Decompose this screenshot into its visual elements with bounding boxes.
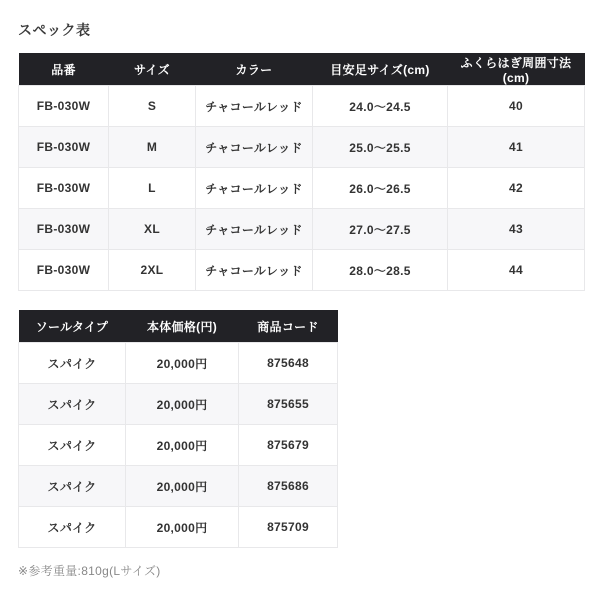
cell-model: FB-030W	[19, 168, 109, 209]
spec-col-header-size: サイズ	[109, 53, 196, 86]
price-col-header-product-code: 商品コード	[239, 310, 338, 343]
spec-col-header-model: 品番	[19, 53, 109, 86]
cell-sole-type: スパイク	[19, 384, 126, 425]
cell-color: チャコールレッド	[196, 127, 313, 168]
spec-table-header-row	[19, 53, 585, 86]
spec-table	[18, 53, 585, 291]
price-table	[18, 310, 338, 548]
spec-col-header-color: カラー	[196, 53, 313, 86]
cell-calf-size: 44	[448, 250, 585, 291]
cell-size: S	[109, 86, 196, 127]
spec-table-row	[19, 209, 585, 250]
cell-foot-size: 28.0〜28.5	[313, 250, 448, 291]
cell-price: 20,000円	[126, 466, 239, 507]
cell-sole-type: スパイク	[19, 466, 126, 507]
spec-col-header-calf-size: ふくらはぎ周囲寸法(cm)	[448, 53, 585, 86]
cell-size: L	[109, 168, 196, 209]
cell-model: FB-030W	[19, 209, 109, 250]
cell-price: 20,000円	[126, 507, 239, 548]
cell-model: FB-030W	[19, 127, 109, 168]
cell-product-code: 875679	[239, 425, 338, 466]
cell-calf-size: 43	[448, 209, 585, 250]
cell-foot-size: 26.0〜26.5	[313, 168, 448, 209]
cell-size: XL	[109, 209, 196, 250]
cell-foot-size: 24.0〜24.5	[313, 86, 448, 127]
reference-weight-note: ※参考重量:810g(Lサイズ)	[18, 564, 161, 578]
price-table-row	[19, 343, 338, 384]
price-table-row	[19, 425, 338, 466]
cell-price: 20,000円	[126, 384, 239, 425]
cell-color: チャコールレッド	[196, 209, 313, 250]
cell-foot-size: 25.0〜25.5	[313, 127, 448, 168]
price-table-row	[19, 507, 338, 548]
cell-sole-type: スパイク	[19, 507, 126, 548]
cell-calf-size: 40	[448, 86, 585, 127]
cell-product-code: 875686	[239, 466, 338, 507]
cell-price: 20,000円	[126, 343, 239, 384]
cell-product-code: 875655	[239, 384, 338, 425]
cell-calf-size: 41	[448, 127, 585, 168]
cell-model: FB-030W	[19, 86, 109, 127]
spec-table-row	[19, 86, 585, 127]
price-table-row	[19, 466, 338, 507]
price-table-row	[19, 384, 338, 425]
cell-color: チャコールレッド	[196, 168, 313, 209]
cell-product-code: 875648	[239, 343, 338, 384]
spec-table-row	[19, 168, 585, 209]
cell-sole-type: スパイク	[19, 425, 126, 466]
cell-size: M	[109, 127, 196, 168]
cell-price: 20,000円	[126, 425, 239, 466]
cell-model: FB-030W	[19, 250, 109, 291]
cell-color: チャコールレッド	[196, 86, 313, 127]
price-col-header-price: 本体価格(円)	[126, 310, 239, 343]
price-table-header-row	[19, 310, 338, 343]
page-title: スペック表	[18, 22, 91, 38]
spec-table-row	[19, 250, 585, 291]
cell-size: 2XL	[109, 250, 196, 291]
cell-sole-type: スパイク	[19, 343, 126, 384]
cell-calf-size: 42	[448, 168, 585, 209]
spec-table-row	[19, 127, 585, 168]
price-col-header-sole-type: ソールタイプ	[19, 310, 126, 343]
cell-foot-size: 27.0〜27.5	[313, 209, 448, 250]
spec-col-header-foot-size: 目安足サイズ(cm)	[313, 53, 448, 86]
cell-color: チャコールレッド	[196, 250, 313, 291]
cell-product-code: 875709	[239, 507, 338, 548]
